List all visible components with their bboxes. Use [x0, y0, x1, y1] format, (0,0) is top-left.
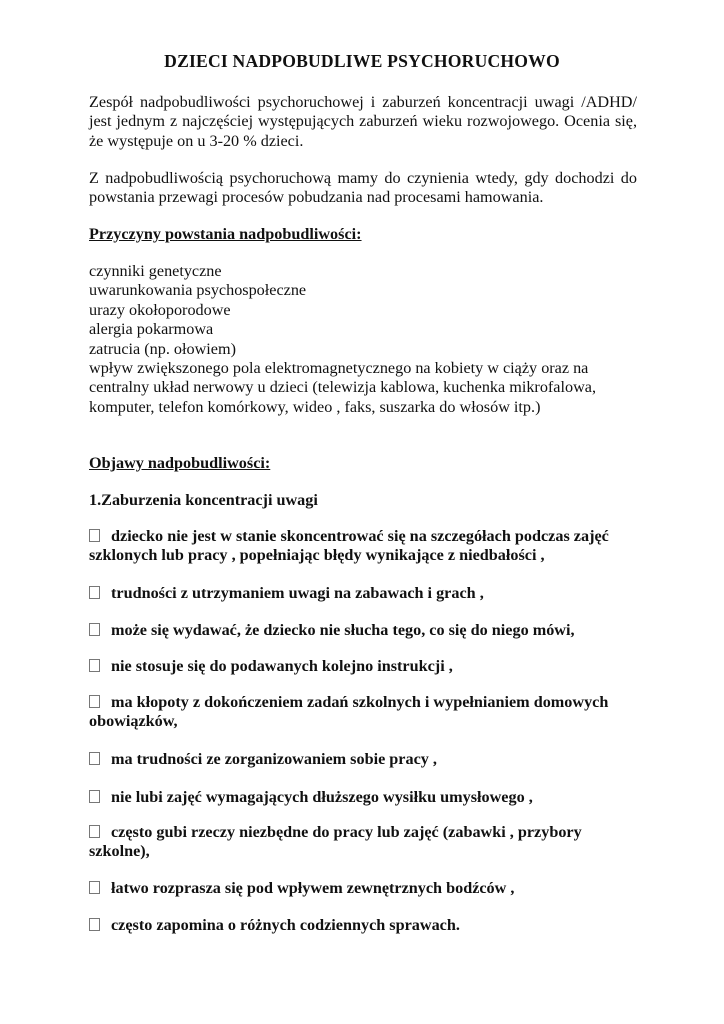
list-item: wpływ zwiększonego pola elektromagnetycznego na kobiety w ciąży oraz na	[89, 359, 589, 378]
missing-glyph-box-icon	[89, 586, 100, 599]
missing-glyph-box-icon	[89, 790, 100, 803]
list-item: urazy okołoporodowe	[89, 300, 231, 319]
missing-glyph-box-icon	[89, 529, 100, 542]
symptom-item: ma trudności ze zorganizowaniem sobie pracy ,	[89, 750, 649, 769]
missing-glyph-box-icon	[89, 623, 100, 636]
causes-list	[89, 262, 649, 417]
symptom-item: łatwo rozprasza się pod wpływem zewnętrznych bodźców ,	[89, 879, 649, 898]
missing-glyph-box-icon	[89, 752, 100, 765]
symptom-item: dziecko nie jest w stanie skoncentrować się na szczegółach podczas zajęć szklonych lub pracy , popełniając błędy wynikające z niedbałości ,	[89, 527, 609, 565]
list-item: zatrucia (np. ołowiem)	[89, 339, 236, 358]
page-title: DZIECI NADPOBUDLIWE PSYCHORUCHOWO	[164, 51, 560, 71]
symptom-item: nie stosuje się do podawanych kolejno instrukcji ,	[89, 657, 649, 676]
list-item: czynniki genetyczne	[89, 262, 222, 280]
symptom-item: może się wydawać, że dziecko nie słucha tego, co się do niego mówi,	[89, 621, 649, 640]
symptoms-heading	[89, 454, 637, 473]
list-item: uwarunkowania psychospołeczne	[89, 281, 307, 300]
missing-glyph-box-icon	[89, 918, 100, 931]
symptom-item: ma kłopoty z dokończeniem zadań szkolnych i wypełnianiem domowych obowiązków,	[89, 693, 609, 731]
intro-paragraph-2: Z nadpobudliwością psychoruchową mamy do czynienia wtedy, gdy dochodzi do powstania przewagi procesów pobudzania nad procesami hamowania.	[89, 169, 637, 207]
symptom-item: trudności z utrzymaniem uwagi na zabawach i grach ,	[89, 584, 649, 603]
symptoms-heading-text: Objawy nadpobudliwości:	[89, 454, 271, 472]
missing-glyph-box-icon	[89, 825, 100, 838]
intro-paragraph-1: Zespół nadpobudliwości psychoruchowej i zaburzeń koncentracji uwagi /ADHD/ jest jednym z najczęściej występujących zaburzeń wieku rozwojowego. Ocenia się, że występuje on u 3-20 % dzieci.	[89, 93, 637, 150]
causes-heading	[89, 225, 637, 244]
symptom-item: często gubi rzeczy niezbędne do pracy lub zajęć (zabawki , przybory szkolne),	[89, 823, 582, 861]
symptom-item: nie lubi zajęć wymagających dłuższego wysiłku umysłowego ,	[89, 788, 649, 807]
symptom-item: często zapomina o różnych codziennych sprawach.	[89, 916, 649, 935]
list-item: alergia pokarmowa	[89, 320, 214, 339]
missing-glyph-box-icon	[89, 695, 100, 708]
missing-glyph-box-icon	[89, 881, 100, 894]
list-item: centralny układ nerwowy u dzieci (telewizja kablowa, kuchenka mikrofalowa,	[89, 378, 597, 397]
causes-heading-text: Przyczyny powstania nadpobudliwości:	[89, 225, 362, 243]
symptoms-subheading: 1.Zaburzenia koncentracji uwagi	[89, 491, 318, 509]
list-item: komputer, telefon komórkowy, wideo , faks, suszarka do włosów itp.)	[89, 397, 541, 416]
missing-glyph-box-icon	[89, 659, 100, 672]
